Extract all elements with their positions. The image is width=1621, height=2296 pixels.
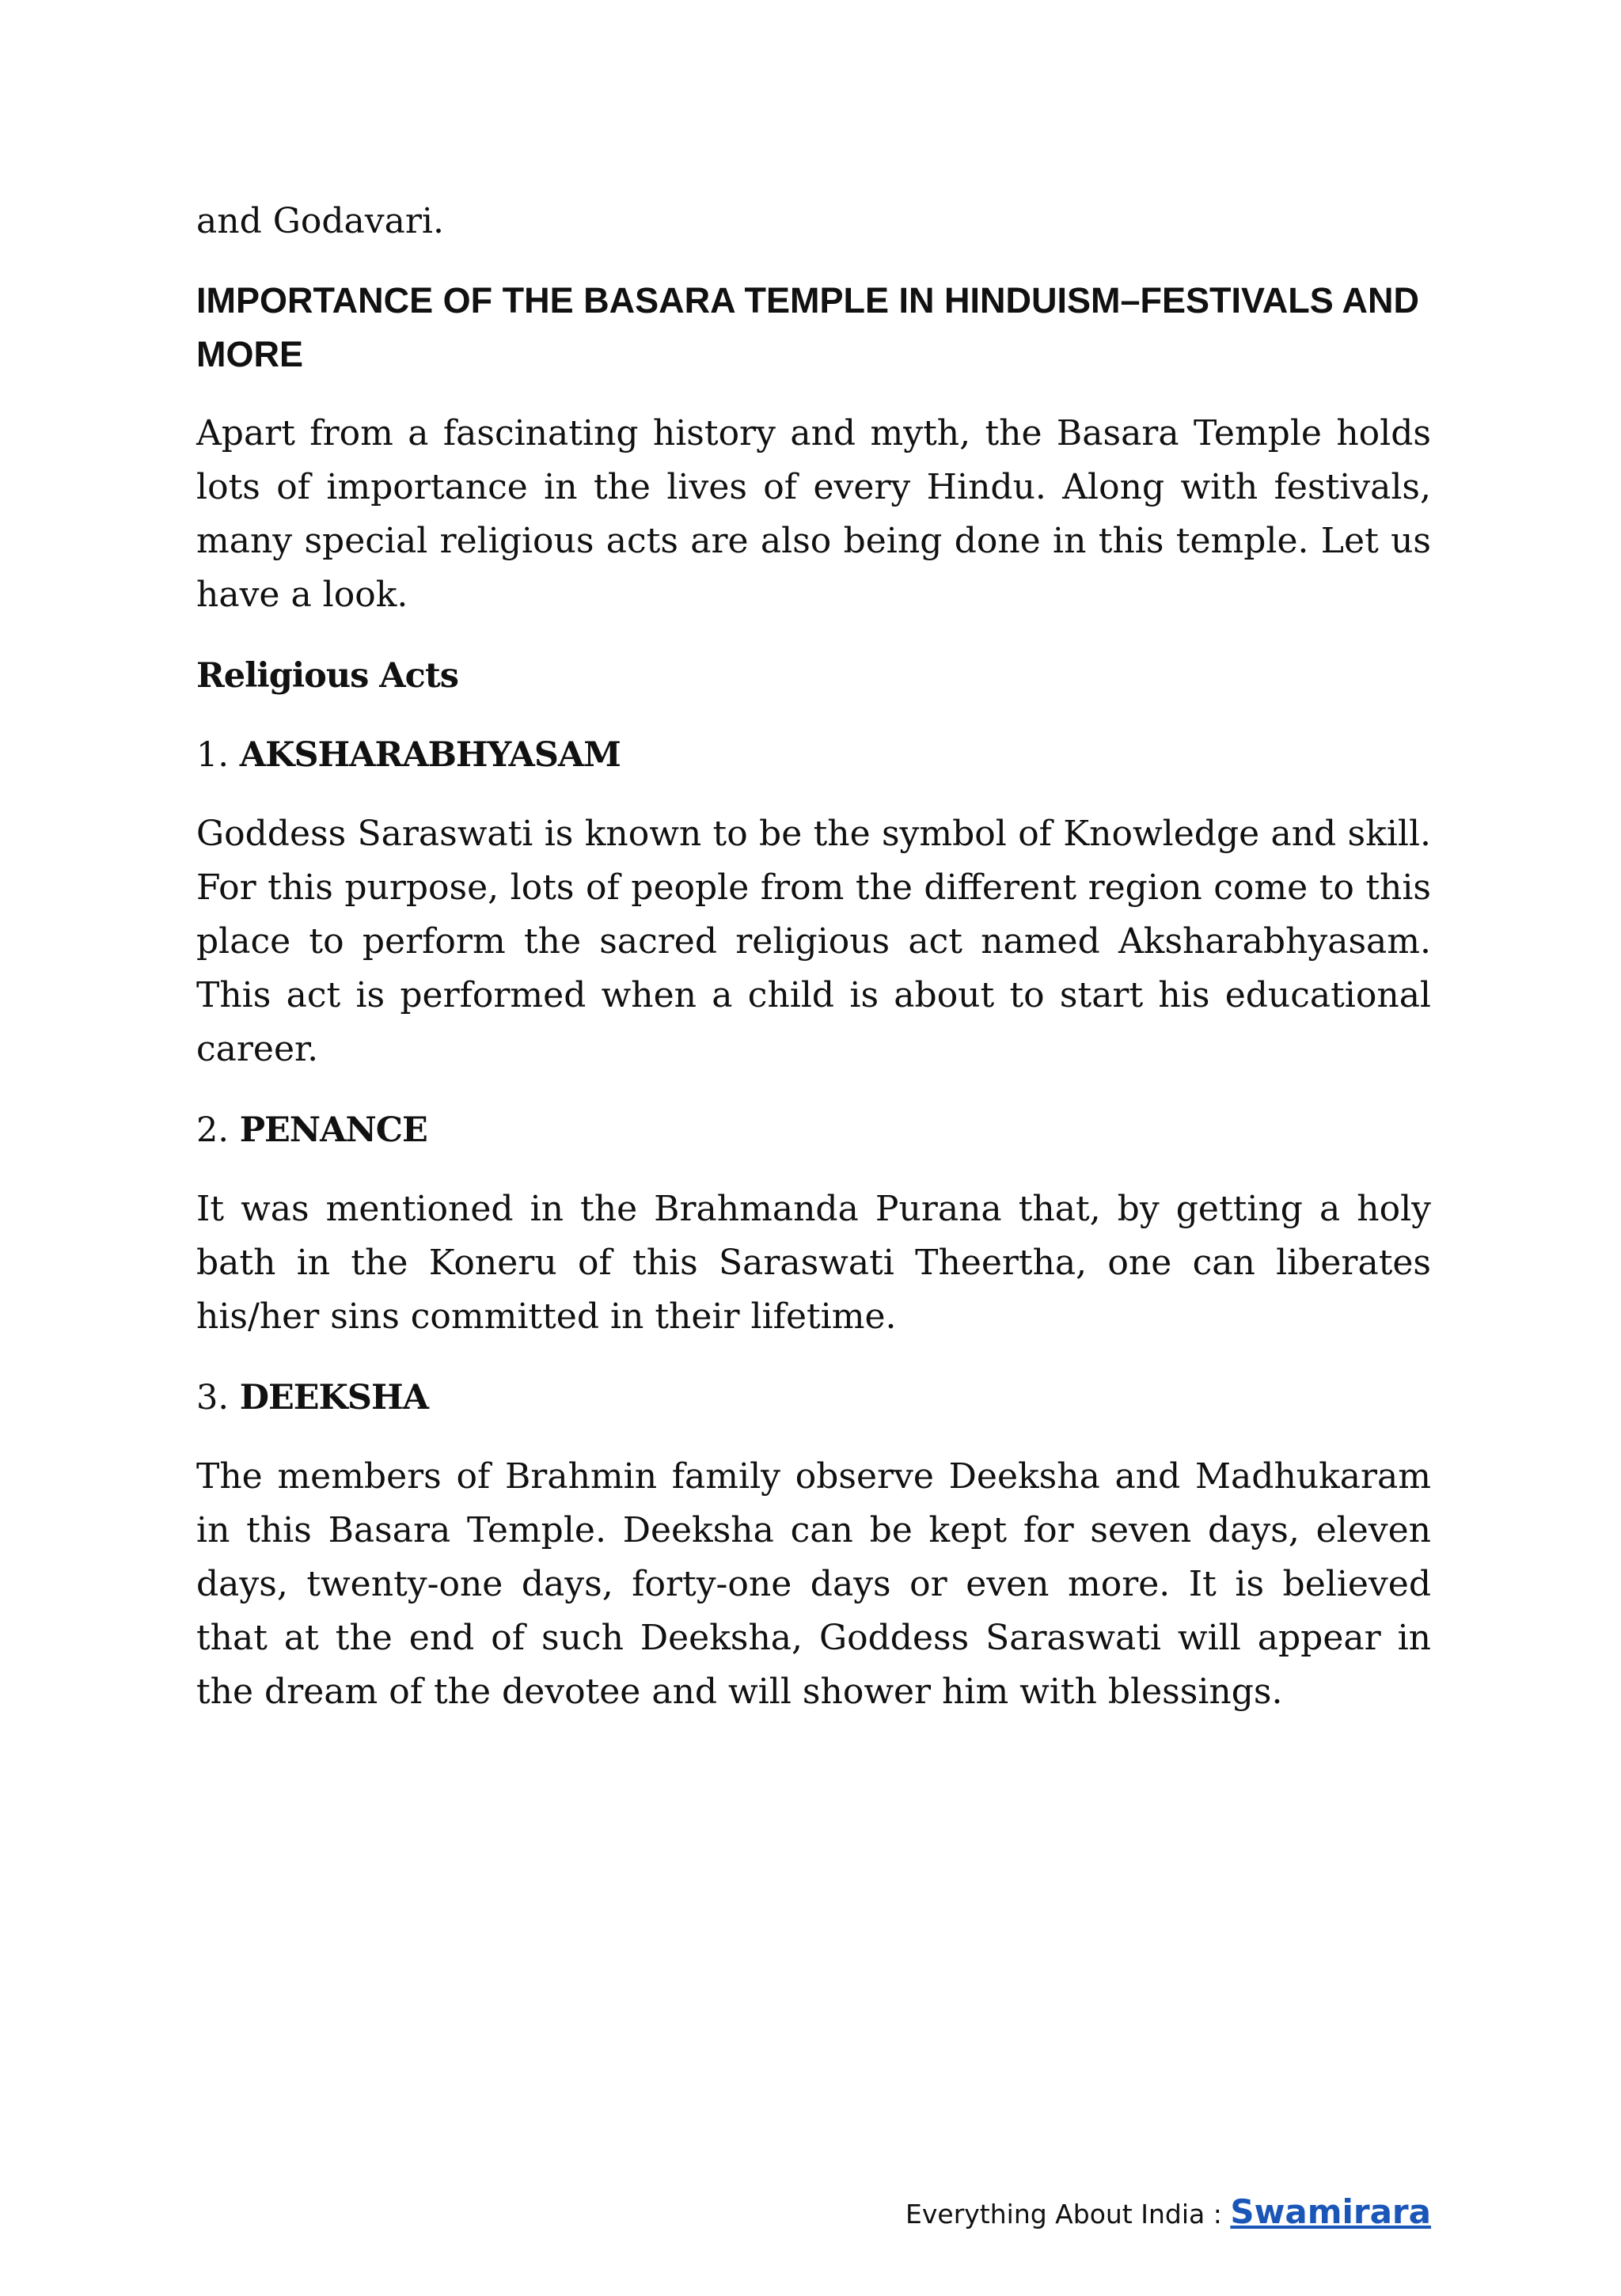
item-number: 2. [196, 1110, 230, 1150]
continuation-text: and Godavari. [196, 201, 444, 241]
item-title: PENANCE [239, 1110, 427, 1150]
footer-brand-link[interactable]: Swamirara [1230, 2192, 1431, 2231]
item-title: DEEKSHA [239, 1378, 428, 1417]
intro-paragraph: Apart from a fascinating history and myth, the Basara Temple holds lots of importance in the lives of every Hindu. Along with festivals, many special religious acts are also being done in this temple. Let us have a look. [196, 413, 1431, 615]
subheading-religious-acts: Religious Acts [196, 656, 458, 696]
footer-label: Everything About India : [905, 2199, 1222, 2230]
item-number: 3. [196, 1378, 230, 1417]
section-heading: IMPORTANCE OF THE BASARA TEMPLE IN HINDUISM–FESTIVALS AND MORE [196, 280, 1420, 374]
item-heading-deeksha [196, 1371, 1431, 1425]
item-text-deeksha: The members of Brahmin family observe Deeksha and Madhukaram in this Basara Temple. Deeksha can be kept for seven days, eleven days, twenty-one days, forty-one days or even more. It is believed that at the end of such Deeksha, Goddess Saraswati will appear in the dream of the devotee and will shower him with blessings. [196, 1456, 1431, 1712]
item-text-penance: It was mentioned in the Brahmanda Purana that, by getting a holy bath in the Koneru of this Saraswati Theertha, one can liberates his/her sins committed in their lifetime. [196, 1189, 1431, 1337]
item-number: 1. [196, 735, 230, 775]
document-page [196, 195, 1431, 1746]
item-title: AKSHARABHYASAM [239, 735, 621, 775]
item-heading-penance [196, 1103, 1431, 1157]
item-text-aksharabhyasam: Goddess Saraswati is known to be the symbol of Knowledge and skill. For this purpose, lots of people from the different region come to this place to perform the sacred religious act named Aksharabhyasam. This act is performed when a child is about to start his educational career. [196, 814, 1431, 1069]
page-footer [905, 2192, 1431, 2231]
item-heading-aksharabhyasam [196, 728, 1431, 782]
